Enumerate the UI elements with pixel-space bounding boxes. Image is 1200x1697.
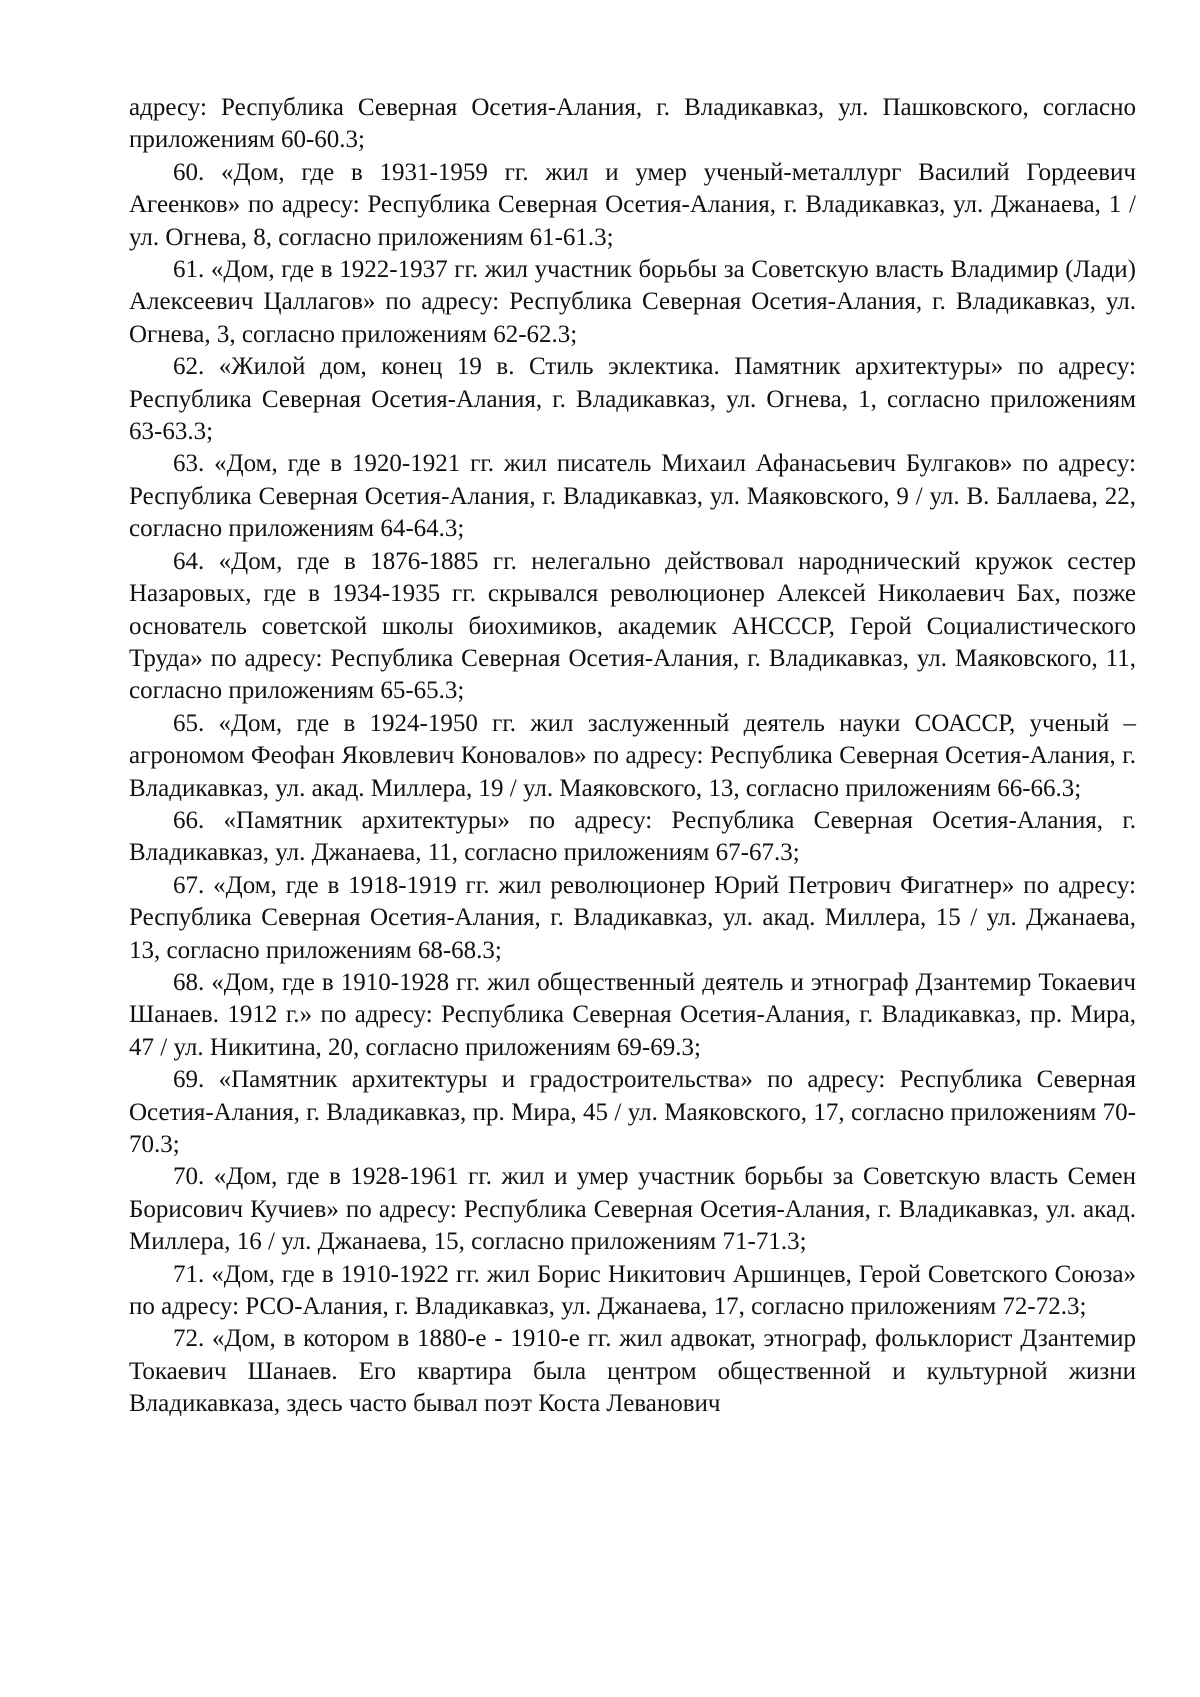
list-item-71: 71. «Дом, где в 1910-1922 гг. жил Борис Никитович Аршинцев, Герой Советского Союза» по адресу: РСО-Алания, г. Владикавказ, ул. Джанаева, 17, согласно приложениям 72-72.3; [129,1260,1136,1321]
list-item-60: 60. «Дом, где в 1931-1959 гг. жил и умер ученый-металлург Василий Гордеевич Агеенков» по адресу: Республика Северная Осетия-Алания, г. Владикавказ, ул. Джанаева, 1 / ул. Огнева, 8, согласно приложениям 61-61.3; [129,158,1136,251]
document-page [129,92,1136,1421]
list-item-65: 65. «Дом, где в 1924-1950 гг. жил заслуженный деятель науки СОАССР, ученый – агрономом Феофан Яковлевич Коновалов» по адресу: Республика Северная Осетия-Алания, г. Владикавказ, ул. акад. Миллера, 19 / ул. Маяковского, 13, согласно приложениям 66-66.3; [129,709,1136,802]
list-item-66: 66. «Памятник архитектуры» по адресу: Республика Северная Осетия-Алания, г. Владикавказ, ул. Джанаева, 11, согласно приложениям 67-67.3; [129,806,1136,867]
list-item-64: 64. «Дом, где в 1876-1885 гг. нелегально действовал народнический кружок сестер Назаровых, где в 1934-1935 гг. скрывался революционер Алексей Николаевич Бах, позже основатель советской школы биохимиков, академик АНСССР, Герой Социалистического Труда» по адресу: Республика Северная Осетия-Алания, г. Владикавказ, ул. Маяковского, 11, согласно приложениям 65-65.3; [129,547,1136,705]
list-item-68: 68. «Дом, где в 1910-1928 гг. жил общественный деятель и этнограф Дзантемир Токаевич Шанаев. 1912 г.» по адресу: Республика Северная Осетия-Алания, г. Владикавказ, пр. Мира, 47 / ул. Никитина, 20, согласно приложениям 69-69.3; [129,968,1136,1061]
list-item-63: 63. «Дом, где в 1920-1921 гг. жил писатель Михаил Афанасьевич Булгаков» по адресу: Республика Северная Осетия-Алания, г. Владикавказ, ул. Маяковского, 9 / ул. В. Баллаева, 22, согласно приложениям 64-64.3; [129,450,1136,543]
list-item-72: 72. «Дом, в котором в 1880-е - 1910-е гг. жил адвокат, этнограф, фольклорист Дзантемир Токаевич Шанаев. Его квартира была центром общественной и культурной жизни Владикавказа, здесь часто бывал поэт Коста Леванович [129,1325,1136,1418]
list-item-62: 62. «Жилой дом, конец 19 в. Стиль эклектика. Памятник архитектуры» по адресу: Республика Северная Осетия-Алания, г. Владикавказ, ул. Огнева, 1, согласно приложениям 63-63.3; [129,353,1136,446]
list-item-69: 69. «Памятник архитектуры и градостроительства» по адресу: Республика Северная Осетия-Алания, г. Владикавказ, пр. Мира, 45 / ул. Маяковского, 17, согласно приложениям 70-70.3; [129,1066,1136,1158]
paragraph-continuation: адресу: Республика Северная Осетия-Алания, г. Владикавказ, ул. Пашковского, согласно приложениям 60-60.3; [129,94,1136,154]
list-item-70: 70. «Дом, где в 1928-1961 гг. жил и умер участник борьбы за Советскую власть Семен Борисович Кучиев» по адресу: Республика Северная Осетия-Алания, г. Владикавказ, ул. акад. Миллера, 16 / ул. Джанаева, 15, согласно приложениям 71-71.3; [129,1163,1136,1256]
list-item-61: 61. «Дом, где в 1922-1937 гг. жил участник борьбы за Советскую власть Владимир (Лади) Алексеевич Цаллагов» по адресу: Республика Северная Осетия-Алания, г. Владикавказ, ул. Огнева, 3, согласно приложениям 62-62.3; [129,256,1136,348]
list-item-67: 67. «Дом, где в 1918-1919 гг. жил революционер Юрий Петрович Фигатнер» по адресу: Республика Северная Осетия-Алания, г. Владикавказ, ул. акад. Миллера, 15 / ул. Джанаева, 13, согласно приложениям 68-68.3; [129,871,1136,964]
